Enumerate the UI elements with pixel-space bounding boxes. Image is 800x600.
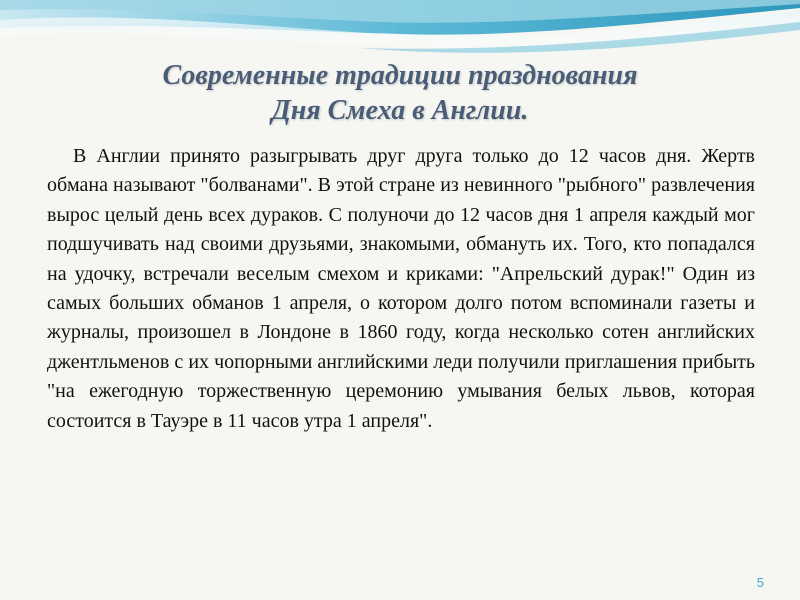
page-number: 5 bbox=[756, 575, 764, 590]
slide-body-text: В Англии принято разыгрывать друг друга только до 12 часов дня. Жертв обмана называют "болванами". В этой стране из невинного "рыбного" развлечения вырос целый день всех дураков. С полуночи до 12 часов дня 1 апреля каждый мог подшучивать над своими друзьями, знакомыми, обмануть их. Того, кто попадался на удочку, встречали веселым смехом и криками: "Апрельский дурак!" Один из самых больших обманов 1 апреля, о котором долго потом вспоминали газеты и журналы, произошел в Лондоне в 1860 году, когда несколько сотен английских джентльменов с их чопорными английскими леди получили приглашения прибыть "на ежегодную торжественную церемонию умывания белых львов, которая состоится в Тауэре в 11 часов утра 1 апреля". bbox=[47, 145, 755, 432]
slide-title-line-2: Дня Смеха в Англии. bbox=[271, 95, 529, 126]
slide-title bbox=[0, 58, 800, 128]
slide-title-line-1: Современные традиции празднования bbox=[162, 60, 638, 91]
